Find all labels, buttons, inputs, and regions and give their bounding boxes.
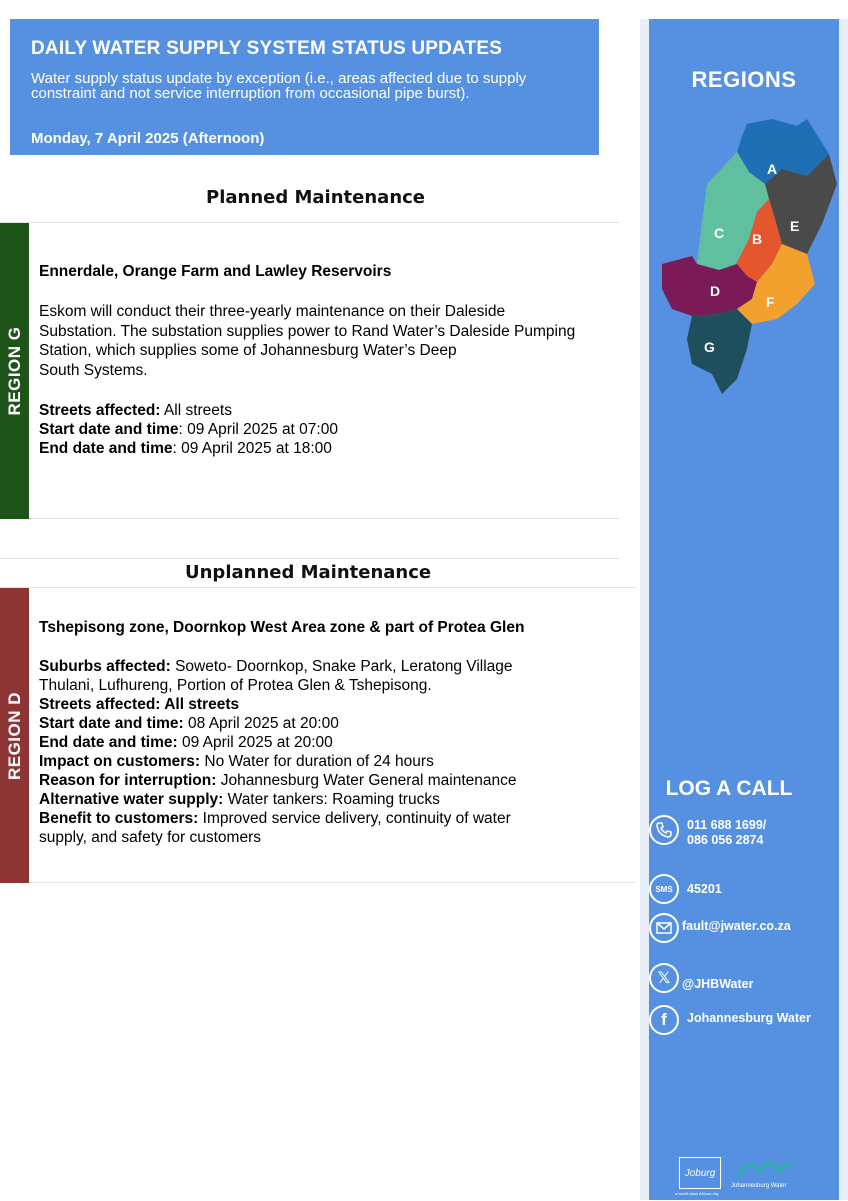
log-a-call-title: LOG A CALL bbox=[665, 777, 793, 800]
logos bbox=[675, 1151, 829, 1201]
start-label: Start date and time: bbox=[39, 715, 184, 732]
regions-title: REGIONS bbox=[691, 67, 797, 92]
map-label-g: G bbox=[704, 339, 715, 355]
sms-number[interactable]: 45201 bbox=[687, 882, 722, 896]
map-label-d: D bbox=[710, 283, 721, 299]
reason-value: Johannesburg Water General maintenance bbox=[216, 772, 517, 789]
alt-supply-value: Water tankers: Roaming trucks bbox=[223, 791, 440, 808]
x-icon: 𝕏 bbox=[649, 963, 679, 993]
regions-map bbox=[657, 114, 837, 404]
map-label-e: E bbox=[790, 218, 800, 234]
unplanned-details bbox=[39, 657, 517, 847]
map-label-a: A bbox=[767, 161, 778, 177]
start-value: : 09 April 2025 at 07:00 bbox=[178, 421, 338, 438]
suburbs-value: Soweto- Doornkop, Snake Park, Leratong Village bbox=[170, 658, 513, 675]
end-label: End date and time bbox=[39, 440, 173, 457]
page-subtitle: Water supply status update by exception (i.e., areas affected due to supply constraint and not service interruption from occasional pipe burst). bbox=[31, 70, 527, 102]
end-value: : 09 April 2025 at 18:00 bbox=[172, 440, 332, 457]
suburbs-value-cont: Thulani, Lufhureng, Portion of Protea Glen & Tshepisong. bbox=[39, 677, 432, 694]
johannesburg-water-logo bbox=[734, 1151, 794, 1181]
page-title: DAILY WATER SUPPLY SYSTEM STATUS UPDATES bbox=[31, 38, 503, 59]
twitter-handle[interactable]: @JHBWater bbox=[682, 977, 754, 991]
phone-numbers[interactable] bbox=[687, 818, 766, 848]
start-value: 08 April 2025 at 20:00 bbox=[183, 715, 339, 732]
planned-description bbox=[39, 302, 624, 380]
planned-details bbox=[39, 401, 338, 458]
phone-number-1[interactable]: 011 688 1699/ bbox=[687, 818, 767, 832]
planned-heading: Ennerdale, Orange Farm and Lawley Reservoirs bbox=[39, 263, 392, 280]
impact-label: Impact on customers: bbox=[39, 753, 201, 770]
joburg-logo: Joburg bbox=[679, 1157, 721, 1189]
facebook-icon: f bbox=[649, 1005, 679, 1035]
region-d-bar bbox=[0, 588, 29, 883]
unplanned-heading: Tshepisong zone, Doornkop West Area zone & part of Protea Glen bbox=[39, 619, 525, 636]
reason-label: Reason for interruption: bbox=[39, 772, 217, 789]
start-label: Start date and time bbox=[39, 421, 179, 438]
benefit-label: Benefit to customers: bbox=[39, 810, 199, 827]
map-label-f: F bbox=[766, 294, 775, 310]
sms-icon: SMS bbox=[649, 874, 679, 904]
planned-description-line: Station, which supplies some of Johannesburg Water’s Deep bbox=[39, 342, 457, 359]
unplanned-section-title: Unplanned Maintenance bbox=[185, 562, 432, 583]
streets-label: Streets affected: bbox=[39, 402, 161, 419]
planned-description-line: South Systems. bbox=[39, 361, 148, 379]
report-date: Monday, 7 April 2025 (Afternoon) bbox=[31, 130, 265, 147]
divider bbox=[0, 558, 620, 559]
planned-description-line: Eskom will conduct their three-yearly maintenance on their Daleside bbox=[39, 303, 506, 320]
region-d-label: REGION D bbox=[4, 691, 24, 780]
planned-section-title: Planned Maintenance bbox=[206, 187, 426, 208]
alt-supply-label: Alternative water supply: bbox=[39, 791, 224, 808]
region-g-shape bbox=[687, 309, 752, 394]
header-banner bbox=[10, 19, 599, 155]
divider bbox=[29, 882, 635, 883]
streets-value: All streets bbox=[160, 402, 232, 419]
divider bbox=[29, 518, 620, 519]
divider bbox=[0, 222, 620, 223]
streets-label: Streets affected: All streets bbox=[39, 696, 240, 713]
benefit-value: Improved service delivery, continuity of water bbox=[198, 810, 511, 827]
region-g-bar bbox=[0, 223, 29, 519]
email-address[interactable]: fault@jwater.co.za bbox=[682, 919, 791, 933]
divider bbox=[0, 587, 635, 588]
map-label-b: B bbox=[752, 231, 763, 247]
facebook-page[interactable]: Johannesburg Water bbox=[687, 1011, 811, 1025]
joburg-tagline: a world class African city bbox=[675, 1191, 719, 1196]
map-label-c: C bbox=[714, 225, 725, 241]
impact-value: No Water for duration of 24 hours bbox=[200, 753, 434, 770]
johannesburg-water-text: Johannesburg Water bbox=[731, 1183, 787, 1189]
end-value: 09 April 2025 at 20:00 bbox=[177, 734, 333, 751]
sidebar bbox=[649, 19, 839, 1200]
phone-icon bbox=[649, 815, 679, 845]
region-g-label: REGION G bbox=[4, 326, 24, 416]
suburbs-label: Suburbs affected: bbox=[39, 658, 171, 675]
phone-number-2[interactable]: 086 056 2874 bbox=[687, 833, 764, 847]
email-icon bbox=[649, 913, 679, 943]
benefit-value-cont: supply, and safety for customers bbox=[39, 829, 261, 846]
end-label: End date and time: bbox=[39, 734, 178, 751]
planned-description-line: Substation. The substation supplies power to Rand Water’s Daleside Pumping bbox=[39, 322, 576, 340]
